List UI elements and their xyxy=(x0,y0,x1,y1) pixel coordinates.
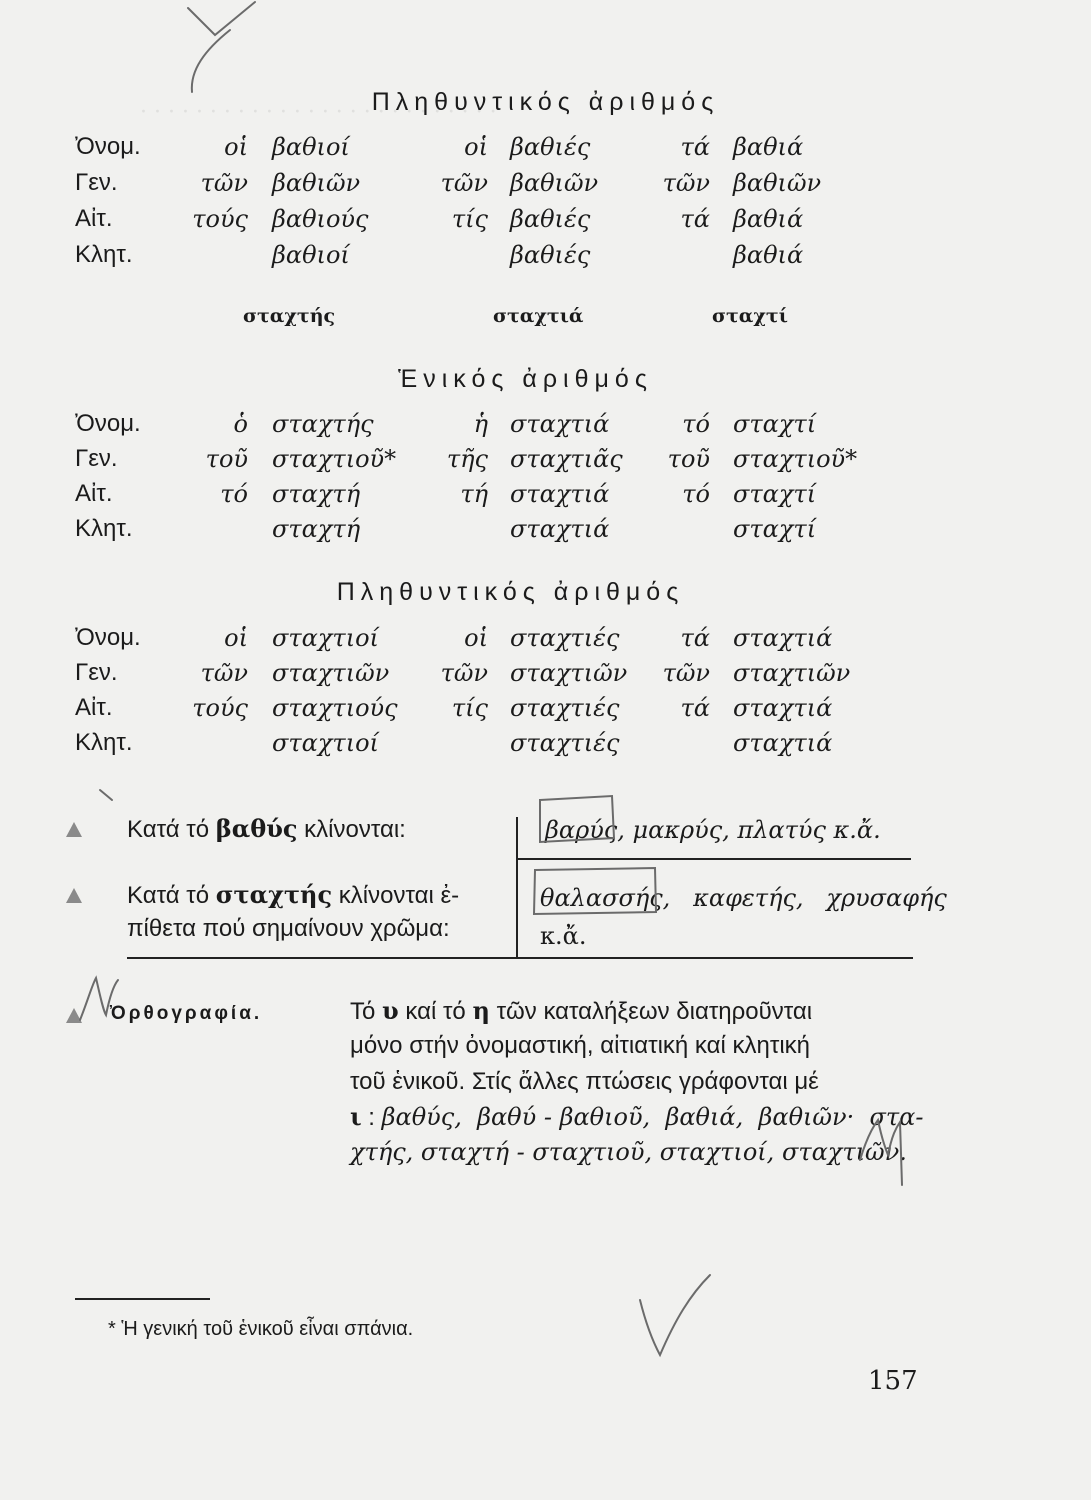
declension-row xyxy=(0,133,1091,167)
rule-stachtis-bold: σταχτής xyxy=(215,880,333,909)
masc-article: οἱ xyxy=(224,624,248,652)
pencil-stroke xyxy=(100,790,112,800)
fem-form: σταχτιές xyxy=(510,694,620,722)
fem-form: σταχτιά xyxy=(510,515,610,543)
declension-row xyxy=(0,624,1091,658)
neut-form: βαθιά xyxy=(733,241,804,269)
case-label: Γεν. xyxy=(75,169,118,196)
neut-form: βαθιῶν xyxy=(733,169,822,197)
singular-heading: Ἑνικός ἀριθμός xyxy=(398,365,653,393)
rule-bathys-examples: βαρύς, μακρύς, πλατύς κ.ἄ. xyxy=(545,816,881,844)
masc-form: σταχτιοῦ* xyxy=(272,445,397,473)
masc-article: τῶν xyxy=(200,169,248,197)
table-divider xyxy=(518,858,911,860)
masc-article: οἱ xyxy=(224,133,248,161)
neut-form: σταχτί xyxy=(733,480,817,508)
masc-article: τό xyxy=(220,480,248,508)
case-label: Αἰτ. xyxy=(75,694,113,721)
pencil-checkmark-icon xyxy=(640,1275,710,1355)
declension-row xyxy=(0,205,1091,239)
ortho-text: καί τό xyxy=(398,998,473,1025)
stachtis-neut-head: σταχτί xyxy=(712,305,788,327)
declension-row xyxy=(0,729,1091,763)
fem-article: οἱ xyxy=(464,624,488,652)
case-label: Ὀνομ. xyxy=(75,624,141,651)
fem-form: σταχτιᾶς xyxy=(510,445,623,473)
fem-form: σταχτιές xyxy=(510,729,620,757)
rule-stachtis-post: κλίνονται ἐ- xyxy=(338,882,460,909)
triangle-bullet-icon xyxy=(66,1008,82,1023)
neut-form: σταχτί xyxy=(733,515,817,543)
neut-article: τῶν xyxy=(662,169,710,197)
masc-article: τούς xyxy=(192,205,248,233)
pencil-stroke xyxy=(192,30,230,92)
footnote: * Ἡ γενική τοῦ ἑνικοῦ εἶναι σπάνια. xyxy=(108,1318,414,1340)
neut-article: τοῦ xyxy=(667,445,710,473)
stachtis-masc-head: σταχτής xyxy=(243,305,336,327)
plural-heading-stachtis: Πληθυντικός ἀριθμός xyxy=(336,578,685,606)
masc-article: ὁ xyxy=(233,410,248,438)
declension-row xyxy=(0,169,1091,203)
fem-article: τή xyxy=(460,480,488,508)
declension-row xyxy=(0,659,1091,693)
orthography-line-1 xyxy=(350,996,910,1026)
fem-form: βαθιές xyxy=(510,205,591,233)
ortho-bold-letter: υ xyxy=(382,996,399,1025)
fem-form: βαθιές xyxy=(510,133,591,161)
case-label: Γεν. xyxy=(75,659,118,686)
case-label: Κλητ. xyxy=(75,241,133,268)
neut-form: βαθιά xyxy=(733,205,804,233)
masc-form: βαθιοί xyxy=(272,241,350,269)
neut-form: σταχτί xyxy=(733,410,817,438)
rule-bathys-pre: Κατά τό xyxy=(127,816,210,843)
rule-bathys-bold: βαθύς xyxy=(215,814,298,843)
table-vertical-rule xyxy=(516,817,518,959)
pencil-checkmark-icon xyxy=(188,2,255,35)
masc-form: σταχτιῶν xyxy=(272,659,390,687)
neut-form: σταχτιά xyxy=(733,694,833,722)
plural-heading-bathys: Πληθυντικός ἀριθμός xyxy=(371,88,720,116)
neut-form: σταχτιῶν xyxy=(733,659,851,687)
fem-form: σταχτιῶν xyxy=(510,659,628,687)
masc-form: σταχτιοί xyxy=(272,624,379,652)
neut-article: τῶν xyxy=(662,659,710,687)
fem-article: τῶν xyxy=(440,659,488,687)
rule-stachtis-examples: θαλασσής, καφετής, χρυσαφής xyxy=(540,884,947,912)
fem-article: τῆς xyxy=(446,445,488,473)
masc-form: βαθιοί xyxy=(272,133,350,161)
fem-form: σταχτιά xyxy=(510,410,610,438)
ortho-bold-letter: ι xyxy=(350,1102,362,1131)
footnote-rule xyxy=(75,1298,210,1300)
rule-stachtis-pre: Κατά τό xyxy=(127,882,210,909)
masc-article: τῶν xyxy=(200,659,248,687)
neut-form: σταχτιά xyxy=(733,624,833,652)
neut-form: βαθιά xyxy=(733,133,804,161)
declension-row xyxy=(0,694,1091,728)
masc-form: βαθιῶν xyxy=(272,169,361,197)
masc-article: τούς xyxy=(192,694,248,722)
neut-article: τά xyxy=(680,133,710,161)
orthography-line-2: μόνο στήν ὀνομαστική, αἰτιατική καί κλητική xyxy=(350,1032,811,1059)
fem-form: σταχτιές xyxy=(510,624,620,652)
fem-article: τίς xyxy=(451,694,488,722)
case-label: Αἰτ. xyxy=(75,480,113,507)
neut-article: τά xyxy=(680,205,710,233)
case-label: Αἰτ. xyxy=(75,205,113,232)
triangle-bullet-icon xyxy=(66,888,82,903)
neut-article: τά xyxy=(680,624,710,652)
fem-article: τῶν xyxy=(440,169,488,197)
orthography-line-3: τοῦ ἑνικοῦ. Στίς ἄλλες πτώσεις γράφονται μέ xyxy=(350,1068,819,1095)
case-label: Γεν. xyxy=(75,445,118,472)
rule-bathys xyxy=(127,814,406,844)
neut-article: τά xyxy=(680,694,710,722)
stachtis-fem-head: σταχτιά xyxy=(493,305,584,327)
orthography-title: Ὀρθογραφία. xyxy=(110,1003,263,1024)
masc-form: βαθιούς xyxy=(272,205,369,233)
masc-form: σταχτή xyxy=(272,515,361,543)
masc-article: τοῦ xyxy=(205,445,248,473)
ortho-text: : xyxy=(361,1104,382,1131)
declension-row xyxy=(0,410,1091,444)
triangle-bullet-icon xyxy=(66,822,82,837)
declension-row xyxy=(0,515,1091,549)
fem-form: σταχτιά xyxy=(510,480,610,508)
rule-bathys-post: κλίνονται: xyxy=(304,816,406,843)
ortho-text: Τό xyxy=(350,998,383,1025)
rule-stachtis-examples-end: κ.ἄ. xyxy=(540,922,587,950)
declension-row xyxy=(0,241,1091,275)
case-label: Κλητ. xyxy=(75,515,133,542)
fem-form: βαθιές xyxy=(510,241,591,269)
neut-form: σταχτιά xyxy=(733,729,833,757)
rule-stachtis xyxy=(127,880,459,910)
ortho-examples: βαθύς, βαθύ - βαθιοῦ, βαθιά, βαθιῶν· στα- xyxy=(381,1103,924,1131)
case-label: Ὀνομ. xyxy=(75,133,141,160)
table-bottom-rule xyxy=(127,957,913,959)
ortho-text: τῶν καταλήξεων διατηροῦνται xyxy=(489,998,813,1025)
rule-stachtis-line2: πίθετα πού σημαίνουν χρῶμα: xyxy=(127,915,450,942)
page-number: 157 xyxy=(868,1366,918,1396)
declension-row xyxy=(0,480,1091,514)
fem-form: βαθιῶν xyxy=(510,169,599,197)
declension-row xyxy=(0,445,1091,479)
case-label: Κλητ. xyxy=(75,729,133,756)
neut-form: σταχτιοῦ* xyxy=(733,445,858,473)
neut-article: τό xyxy=(682,480,710,508)
fem-article: οἱ xyxy=(464,133,488,161)
neut-article: τό xyxy=(682,410,710,438)
show-through-text: · · · · · · · · · · · · · · · · · · · · · · · · · · xyxy=(140,100,497,125)
masc-form: σταχτή xyxy=(272,480,361,508)
masc-form: σταχτής xyxy=(272,410,374,438)
fem-article: τίς xyxy=(451,205,488,233)
orthography-line-4 xyxy=(350,1102,924,1132)
masc-form: σταχτιούς xyxy=(272,694,398,722)
ortho-bold-letter: η xyxy=(472,996,490,1025)
fem-article: ἡ xyxy=(473,410,488,438)
orthography-line-5: χτής, σταχτή - σταχτιοῦ, σταχτιοί, σταχτιῶν. xyxy=(350,1138,907,1166)
case-label: Ὀνομ. xyxy=(75,410,141,437)
masc-form: σταχτιοί xyxy=(272,729,379,757)
